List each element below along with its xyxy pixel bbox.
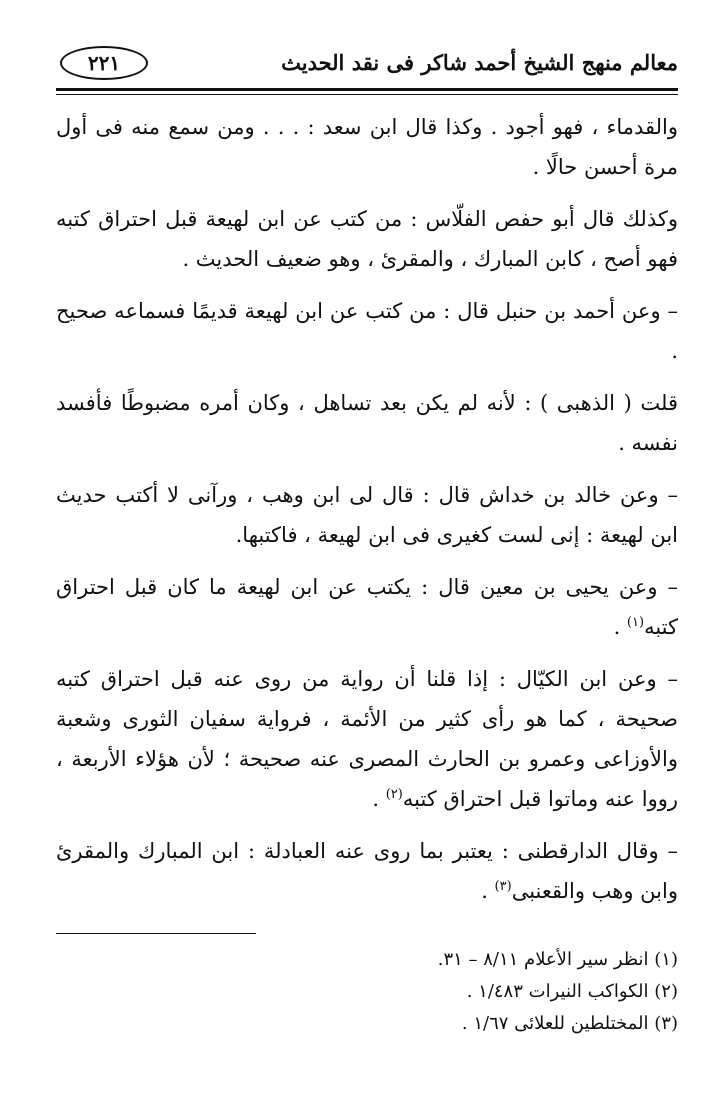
paragraph: قلت ( الذهبى ) : لأنه لم يكن بعد تساهل ، وكان أمره مضبوطًا فأفسد نفسه .: [56, 391, 678, 455]
paragraph: وكذلك قال أبو حفص الفلّاس : من كتب عن ابن لهيعة قبل احتراق كتبه فهو أصح ، كابن المبارك ، والمقرئ ، وهو ضعيف الحديث .: [56, 207, 678, 271]
paragraph: – وعن ابن الكيّال : إذا قلنا أن رواية من روى عنه قبل احتراق كتبه صحيحة ، كما هو رأى كثير من الأئمة ، فرواية سفيان الثورى وشعبة والأوزاعى وعمرو بن الحارث المصرى عنه صحيحة ؛ لأن هؤلاء الأربعة ، رووا عنه وماتوا قبل احتراق كتبه$^{(٢)}$ .: [56, 667, 678, 811]
footnote: (١) انظر سير الأعلام ٨/١١ – ٣١.: [437, 949, 678, 970]
paragraph: – وعن أحمد بن حنبل قال : من كتب عن ابن لهيعة قديمًا فسماعه صحيح .: [56, 299, 678, 363]
paragraph: – وعن خالد بن خداش قال : قال لى ابن وهب ، ورآنى لا أكتب حديث ابن لهيعة : إنى لست كغيرى فى ابن لهيعة ، فاكتبها.: [56, 483, 678, 547]
paragraph: – وقال الدارقطنى : يعتبر بما روى عنه العبادلة : ابن المبارك والمقرئ وابن وهب والقعنبى$^{(٣)}$ .: [56, 839, 678, 903]
footnote-marker: (٣): [494, 879, 512, 894]
footnote: (٢) الكواكب النيرات ١/٤٨٣ .: [466, 981, 678, 1002]
footnote-marker: (١): [626, 615, 645, 630]
running-title: معالم منهج الشيخ أحمد شاكر فى نقد الحديث: [281, 50, 678, 75]
footnotes: [56, 944, 678, 1040]
footnote: (٣) المختلطين للعلائى ١/٦٧ .: [461, 1013, 678, 1034]
paragraph: والقدماء ، فهو أجود . وكذا قال ابن سعد : . . . ومن سمع منه فى أول مرة أحسن حالًا .: [56, 115, 678, 179]
main-text: [56, 107, 678, 911]
footnote-marker: (٢): [385, 787, 403, 802]
page-header: [56, 40, 678, 91]
page-number: ٢٢١: [60, 46, 148, 80]
book-page: [56, 40, 678, 1040]
footnote-divider: [56, 933, 256, 934]
paragraph: – وعن يحيى بن معين قال : يكتب عن ابن لهيعة ما كان قبل احتراق كتبه$^{(١)}$ .: [56, 575, 678, 639]
